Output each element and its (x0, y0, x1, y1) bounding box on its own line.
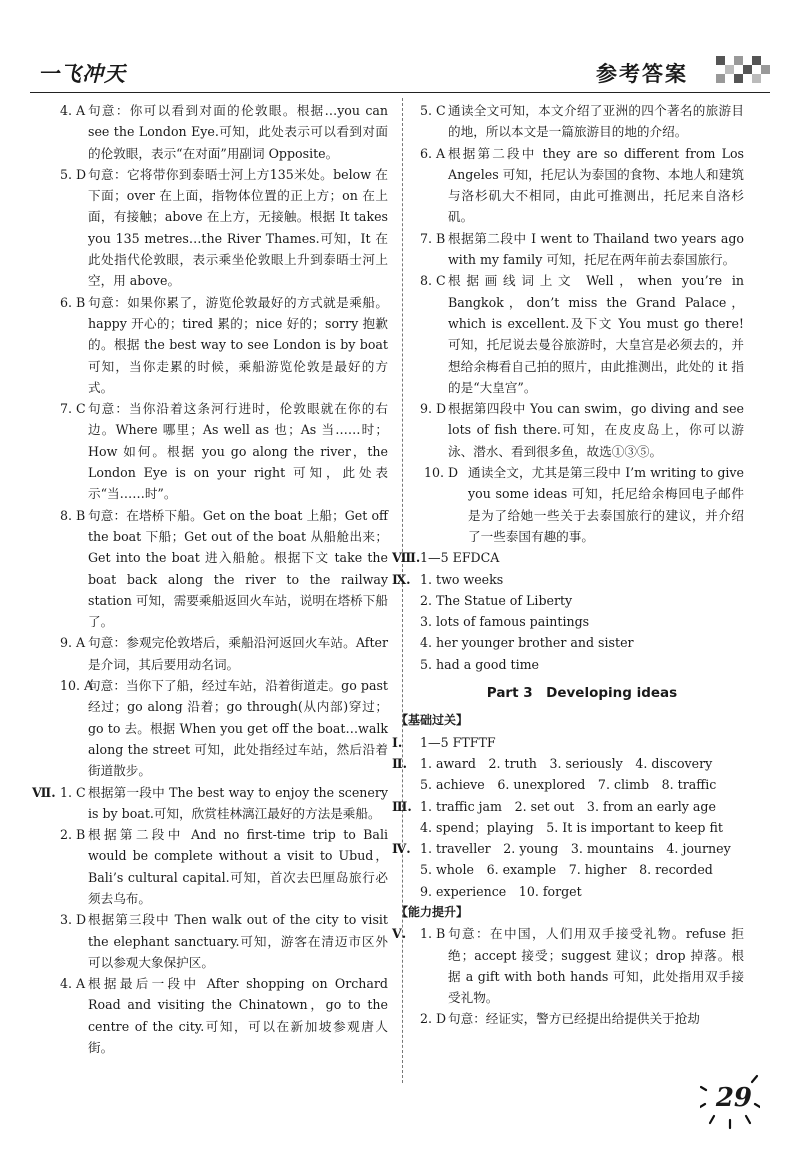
answer-item (60, 505, 388, 633)
section-8 (392, 547, 744, 568)
answer-item (420, 143, 744, 228)
basic-line: 1. traffic jam 2. set out 3. from an early age (420, 798, 716, 814)
answer-item (420, 1008, 744, 1029)
answer-number: 6. B (60, 294, 86, 310)
basic-section (392, 838, 744, 902)
answer-item (420, 228, 744, 271)
section-9-item: 2. The Statue of Liberty (420, 592, 573, 608)
answer-text: 句意：当你下了船，经过车站，沿着街道走。go past 经过；go along 沿着；go through(从内部)穿过；go to 去。根据 When you get off the boat…walk along the street 可知，此处指经过车站，然后沿着街道散步。 (88, 678, 388, 779)
brand-logo-text: 一飞冲天 (38, 62, 126, 86)
answer-text: 句意：在中国，人们用双手接受礼物。refuse 拒绝；accept 接受；suggest 建议；drop 掉落。根据 a gift with both hands 可知，此处指用双手接受礼物。 (448, 926, 744, 1006)
basic-label: Ⅳ. (392, 841, 411, 857)
basic-line: 9. experience 10. forget (420, 883, 582, 899)
answer-text: 根据第一段中 The best way to enjoy the scenery is by boat.可知，欣赏桂林漓江最好的方法是乘船。 (88, 784, 388, 821)
part-title: Part 3 Developing ideas (486, 685, 678, 702)
answer-item (60, 909, 388, 973)
section-9-item: 3. lots of famous paintings (420, 614, 590, 630)
basic-label: Ⅲ. (392, 798, 412, 814)
ability-tag: 【能力提升】 (396, 904, 469, 919)
basic-line: 4. spend；playing 5. It is important to keep fit (420, 819, 723, 835)
header-rule (30, 92, 770, 93)
answer-item (60, 100, 388, 164)
section-7-label: Ⅶ. (32, 784, 56, 800)
section-7-item (32, 782, 388, 825)
answer-number: 9. A (60, 635, 86, 651)
answer-number: 8. B (60, 507, 86, 523)
answer-text: 句意：如果你累了，游览伦敦最好的方式就是乘船。happy 开心的；tired 累的；nice 好的；sorry 抱歉的。根据 the best way to see London is by boat 可知，当你走累的时候，乘船游览伦敦是最好的方式。 (88, 294, 388, 395)
answer-text: 根据画线词上文 Well，when you’re in Bangkok，don’t miss the Grand Palace，which is excellent.及下文 You must go there! 可知，托尼说去曼谷旅游时，大皇宫是必须去的，并想给余梅看自己拍的照片，由此推测出，此处的 it 指的是“大皇宫”。 (448, 273, 744, 395)
answer-text: 根据第四段中 You can swim，go diving and see lots of fish there.可知，在皮皮岛上，你可以游泳、潜水、看到很多鱼，故选①③⑤。 (448, 401, 744, 459)
checker-decoration (708, 52, 770, 86)
section-8-label: Ⅷ. (392, 550, 421, 566)
basic-label: Ⅱ. (392, 755, 407, 771)
answer-item (60, 675, 388, 781)
answer-item (60, 973, 388, 1058)
section-title: 参考答案 (596, 62, 688, 86)
answer-number: 3. D (60, 912, 87, 928)
answer-number: 5. C (420, 103, 446, 118)
answer-number: 6. A (420, 145, 446, 161)
answer-number: 2. B (60, 827, 86, 843)
basic-line: 1. traveller 2. young 3. mountains 4. journey (420, 841, 731, 857)
section-5-item (392, 923, 744, 1008)
left-column (32, 100, 388, 1058)
section-9-item: 1. two weeks (420, 571, 504, 587)
answer-number: 4. A (60, 103, 86, 118)
answer-text: 根据最后一段中 After shopping on Orchard Road and visiting the Chinatown，go to the centre of the city.可知，可以在新加坡参观唐人街。 (88, 976, 388, 1056)
answer-number: 5. D (60, 166, 87, 182)
answer-text: 句意：在塔桥下船。Get on the boat 上船；Get off the boat 下船；Get out of the boat 从船舱出来；Get into the boat 进入船舱。根据下文 take the boat back along the river to the railway station 可知，需要乘船返回火车站，说明在塔桥下船了。 (88, 507, 388, 630)
answer-number: 8. C (420, 273, 446, 289)
answer-text: 通读全文可知，本文介绍了亚洲的四个著名的旅游目的地，所以本文是一篇旅游目的地的介绍。 (448, 103, 744, 140)
page-number: 29 (715, 1083, 752, 1113)
answer-number: 9. D (420, 401, 447, 417)
basic-line: 1—5 FTFTF (420, 734, 496, 750)
answer-item (60, 824, 388, 909)
section-9-item: 4. her younger brother and sister (420, 635, 634, 651)
answer-text: 句意：当你沿着这条河行进时，伦敦眼就在你的右边。Where 哪里；As well as 也；As 当……时；How 如何。根据 you go along the river，the London Eye is on your right 可知，此处表示“当……时”。 (88, 401, 388, 502)
answer-text: 句意：它将带你到泰晤士河上方135米处。below 在下面；over 在上面，指物体位置的正上方；on 在上面，有接触；above 在上方，无接触。根据 It takes you 135 metres…the River Thames.可知，It 在此处指代伦敦眼，表示乘坐伦敦眼上升到泰晤士河上空，用 above。 (88, 166, 388, 289)
answer-item (60, 398, 388, 504)
answer-text: 根据第二段中 I went to Thailand two years ago with my family 可知，托尼在两年前去泰国旅行。 (448, 230, 744, 268)
basic-section (392, 796, 744, 839)
answer-item (60, 292, 388, 398)
basic-line: 5. achieve 6. unexplored 7. climb 8. traffic (420, 777, 717, 793)
answer-item (420, 398, 744, 462)
answer-number: 10. A (60, 678, 94, 694)
basic-tag: 【基础过关】 (396, 713, 469, 728)
section-8-text: 1—5 EFDCA (420, 550, 500, 566)
section-9 (392, 569, 744, 675)
answer-text: 句意：参观完伦敦塔后，乘船沿河返回火车站。After 是介词，其后要用动名词。 (88, 635, 388, 672)
answer-text: 句意：你可以看到对面的伦敦眼。根据…you can see the London Eye.可知，此处表示可以看到对面的伦敦眼，表示“在对面”用副词 Opposite。 (88, 103, 388, 161)
basic-section (392, 753, 744, 796)
answer-text: 句意：经证实，警方已经提出给提供关于抢劫 (448, 1011, 700, 1027)
basic-line: 1. award 2. truth 3. seriously 4. discovery (420, 755, 713, 771)
answer-text: 根据第三段中 Then walk out of the city to visit the elephant sanctuary.可知，游客在清迈市区外可以参观大象保护区。 (88, 912, 388, 970)
basic-section (392, 732, 744, 753)
answer-item (420, 462, 744, 547)
page-header (30, 52, 770, 92)
answer-number: 7. C (60, 401, 86, 417)
answer-item (420, 100, 744, 143)
answer-number: 1. B (420, 926, 446, 942)
basic-line: 5. whole 6. example 7. higher 8. recorded (420, 862, 713, 878)
answer-item (60, 164, 388, 292)
answer-number: 4. A (60, 976, 86, 992)
answer-number: 10. D (424, 465, 459, 481)
section-5-label: Ⅴ. (392, 926, 407, 942)
answer-item (60, 632, 388, 675)
section-9-item: 5. had a good time (420, 656, 539, 672)
basic-label: Ⅰ. (392, 734, 403, 750)
answer-text: 根据第二段中 And no first-time trip to Bali would be complete without a visit to Ubud，Bali’s cultural capital.可知，首次去巴厘岛旅行必须去乌布。 (88, 827, 388, 906)
right-column (392, 100, 744, 1030)
answer-text: 根据第二段中 they are so different from Los Angeles 可知，托尼认为泰国的食物、本地人和建筑与洛杉矶大不相同，由此可推测出，托尼来自洛杉矶。 (448, 145, 744, 225)
answer-item (420, 270, 744, 398)
answer-number: 1. C (60, 784, 86, 800)
answer-number: 7. B (420, 230, 446, 246)
answer-number: 2. D (420, 1011, 447, 1027)
answer-text: 通读全文，尤其是第三段中 I’m writing to give you some ideas 可知，托尼给余梅回电子邮件是为了给她一些关于去泰国旅行的建议，并介绍了一些泰国有趣的事。 (468, 465, 744, 544)
section-9-label: Ⅸ. (392, 571, 411, 587)
left-items (60, 100, 388, 782)
